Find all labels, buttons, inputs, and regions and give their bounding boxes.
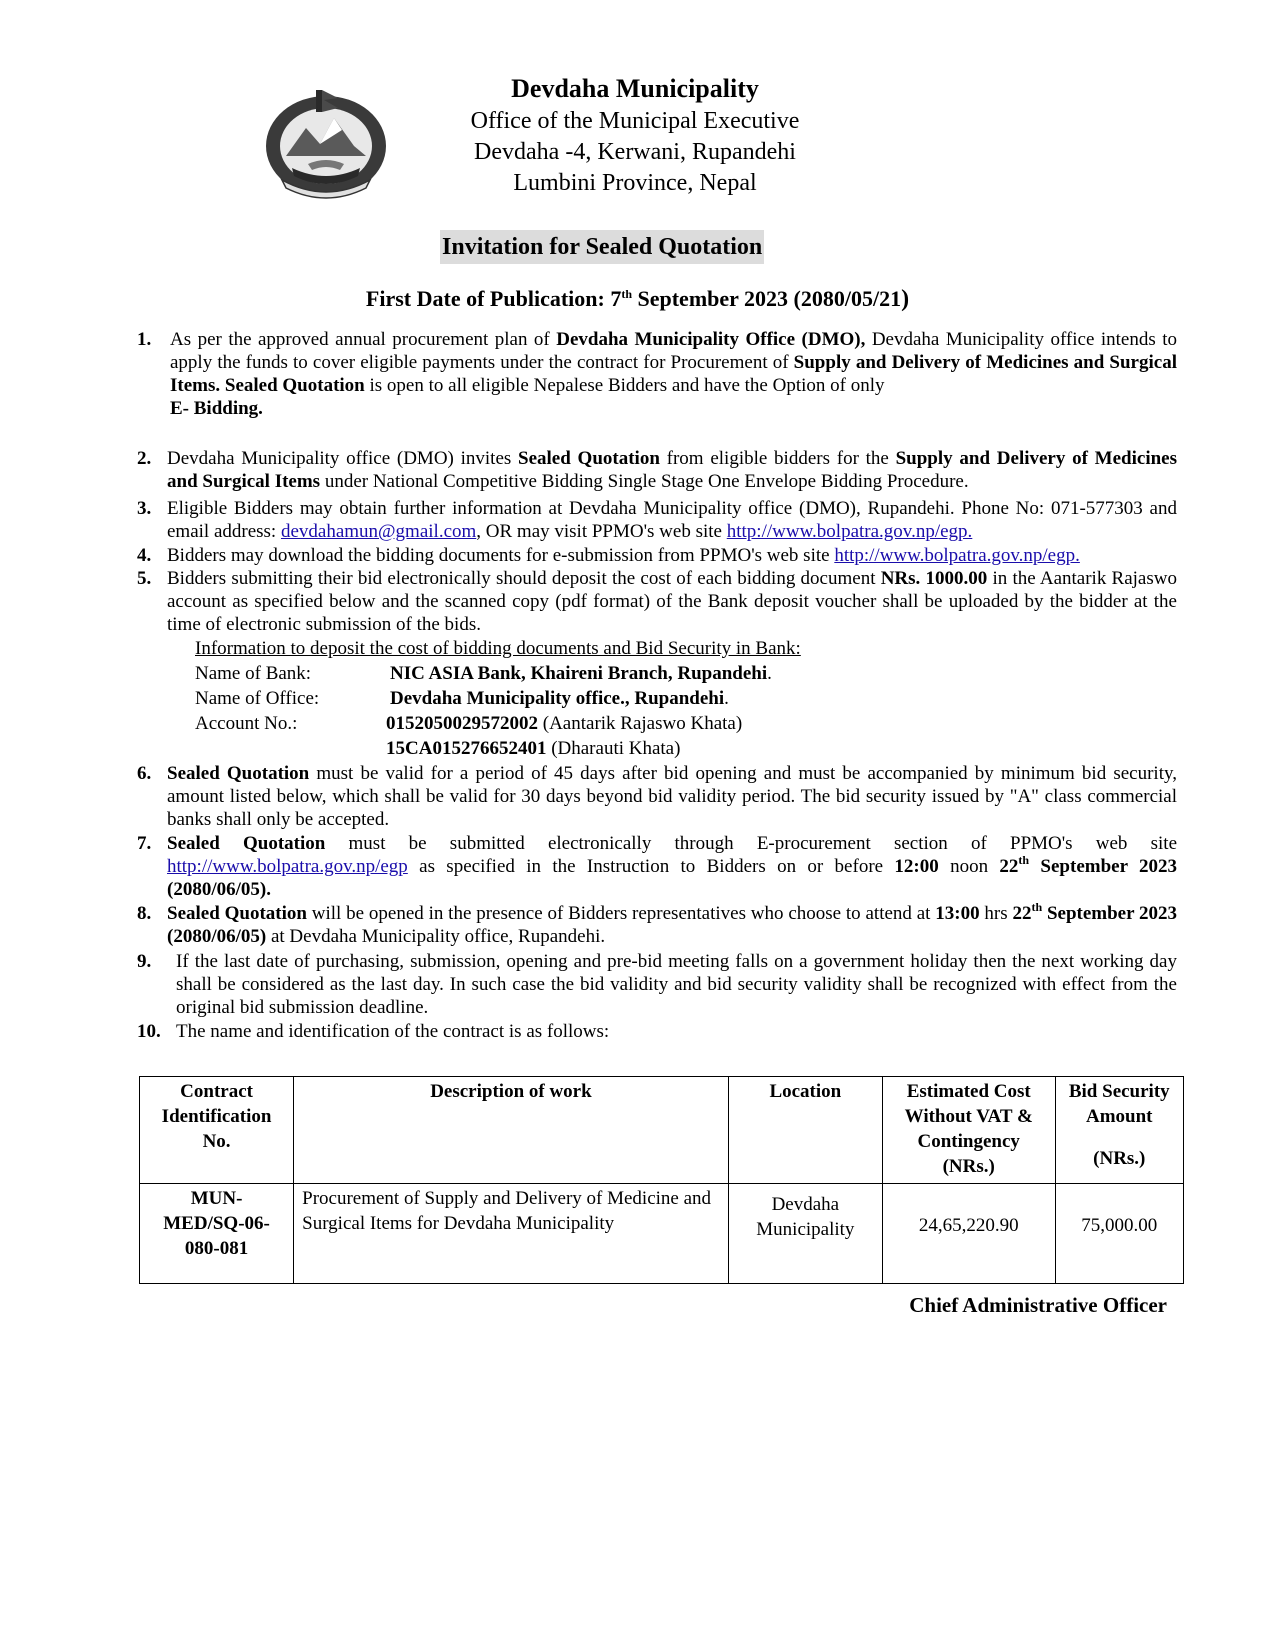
item-number: 6. bbox=[137, 763, 152, 784]
cell-line: Municipality bbox=[756, 1219, 855, 1240]
letterhead bbox=[420, 72, 850, 199]
publication-close: ) bbox=[901, 286, 910, 312]
text: (Aantarik Rajaswo Khata) bbox=[538, 713, 743, 734]
header-line: Bid Security bbox=[1068, 1081, 1170, 1102]
contract-table bbox=[139, 1076, 1184, 1284]
label: Name of Bank: bbox=[195, 663, 312, 684]
text-bold: Supply and Delivery of Medicines and Surgical Items. Sealed Quotation bbox=[170, 352, 1177, 396]
cell-line: MUN- bbox=[190, 1188, 243, 1209]
text: (Dharauti Khata) bbox=[546, 738, 681, 759]
item-text bbox=[167, 832, 1177, 901]
value: 15CA015276652401 bbox=[386, 738, 547, 759]
cell-description: Procurement of Supply and Delivery of Medicine and Surgical Items for Devdaha Municipality bbox=[294, 1184, 729, 1284]
ppmo-link[interactable]: http://www.bolpatra.gov.np/egp. bbox=[726, 521, 973, 542]
item-text bbox=[167, 762, 1177, 831]
header-line: Without VAT & bbox=[904, 1106, 1033, 1127]
text: in the Aantarik Rajaswo account as specified below and the scanned copy (pdf format) of the Bank deposit voucher shall be uploaded by the bidder at the time of electronic submission of the bids. bbox=[167, 568, 1177, 635]
item-text: If the last date of purchasing, submission, opening and pre-bid meeting falls on a government holiday then the next working day shall be considered as the last day. In such case the bid validity and bid security validity shall be recognized with effect from the original bid submission deadline. bbox=[176, 951, 1177, 1018]
text: must be submitted electronically through E-procurement section of PPMO's web site bbox=[325, 833, 1178, 854]
text: is open to all eligible Nepalese Bidders and have the Option of only bbox=[364, 375, 885, 396]
item-text bbox=[167, 544, 1177, 567]
text: Devdaha Municipality office intends to apply the funds to cover eligible payments under the contract for Procurement of bbox=[170, 329, 1177, 373]
text-bold: th bbox=[1031, 900, 1043, 914]
text: under National Competitive Bidding Single Stage One Envelope Bidding Procedure. bbox=[320, 471, 969, 492]
text-bold: Sealed Quotation bbox=[167, 833, 326, 854]
text-bold: Supply and Delivery of Medicines and Surgical Items bbox=[167, 448, 1178, 492]
item-text bbox=[167, 497, 1177, 543]
address-line-2: Lumbini Province, Nepal bbox=[513, 170, 757, 196]
text: Information to deposit the cost of bidding documents and Bid Security in Bank: bbox=[195, 638, 801, 659]
header-location: Location bbox=[728, 1077, 882, 1184]
text: must be valid for a period of 45 days after bid opening and must be accompanied by minimum bid security, amount listed below, which shall be valid for 30 days beyond bid validity period. The bid security issued by "A" class commercial banks shall only be accepted. bbox=[167, 763, 1177, 830]
publication-rest: September 2023 (2080/05/21 bbox=[632, 286, 902, 311]
header-line: Contingency bbox=[917, 1131, 1020, 1152]
cell-line: MED/SQ-06- bbox=[163, 1213, 270, 1234]
publication-day-suffix: th bbox=[621, 287, 632, 301]
table-row bbox=[140, 1184, 1184, 1284]
value: NIC ASIA Bank, Khaireni Branch, Rupandehi bbox=[390, 663, 768, 684]
text: Bidders may download the bidding documents for e-submission from PPMO's web site bbox=[167, 545, 835, 566]
text-bold: E- Bidding. bbox=[170, 398, 263, 419]
item-number: 1. bbox=[137, 329, 152, 350]
text: Eligible Bidders may obtain further information at Devdaha Municipality office (DMO), Rupandehi. Phone No: 071-577303 and email address: bbox=[167, 498, 1177, 542]
text-bold: 13:00 bbox=[935, 903, 980, 924]
text: from eligible bidders for the bbox=[659, 448, 896, 469]
text-bold: 12:00 bbox=[894, 856, 939, 877]
publication-date bbox=[0, 284, 1275, 314]
text-bold: NRs. 1000.00 bbox=[880, 568, 988, 589]
text: Bidders submitting their bid electronically should deposit the cost of each bidding document bbox=[167, 568, 881, 589]
text-bold: 22 bbox=[1012, 903, 1032, 924]
office-name: Office of the Municipal Executive bbox=[470, 108, 800, 134]
item-text bbox=[167, 567, 1177, 636]
text: , OR may visit PPMO's web site bbox=[476, 521, 727, 542]
item-number: 3. bbox=[137, 498, 152, 519]
ppmo-link[interactable]: http://www.bolpatra.gov.np/egp. bbox=[834, 545, 1080, 566]
value: Devdaha Municipality office., Rupandehi bbox=[390, 688, 725, 709]
header-description: Description of work bbox=[294, 1077, 729, 1184]
header-contract-id bbox=[140, 1077, 294, 1184]
publication-day: 7 bbox=[610, 286, 622, 311]
text: . bbox=[767, 663, 772, 684]
bank-info-heading bbox=[195, 637, 801, 660]
header-estimated-cost bbox=[882, 1077, 1055, 1184]
item-number: 8. bbox=[137, 903, 152, 924]
cell-line: Devdaha bbox=[771, 1194, 840, 1215]
text-bold: September 2023 (2080/06/05). bbox=[167, 856, 1178, 900]
address-line-1: Devdaha -4, Kerwani, Rupandehi bbox=[474, 139, 796, 165]
text: Devdaha Municipality office (DMO) invites bbox=[167, 448, 519, 469]
item-text bbox=[167, 447, 1177, 493]
email-link[interactable]: devdahamun@gmail.com bbox=[280, 521, 477, 542]
text-bold: Sealed Quotation bbox=[167, 763, 310, 784]
cell-contract-id bbox=[140, 1184, 294, 1284]
text: as specified in the Instruction to Bidders on or before bbox=[407, 856, 895, 877]
item-number: 10. bbox=[137, 1021, 161, 1042]
item-text: The name and identification of the contract is as follows: bbox=[176, 1021, 610, 1042]
item-number: 4. bbox=[137, 545, 152, 566]
header-line: (NRs.) bbox=[942, 1156, 995, 1177]
item-text bbox=[170, 328, 1177, 420]
label: Name of Office: bbox=[195, 688, 320, 709]
text: . bbox=[724, 688, 729, 709]
item-number: 7. bbox=[137, 833, 152, 854]
text: noon bbox=[938, 856, 1000, 877]
cell-line: 080-081 bbox=[184, 1238, 249, 1259]
text-bold: Devdaha Municipality Office (DMO), bbox=[556, 329, 866, 350]
item-number: 9. bbox=[137, 951, 152, 972]
text-bold: th bbox=[1018, 853, 1030, 867]
label: Account No.: bbox=[195, 713, 298, 734]
header-line: No. bbox=[202, 1131, 231, 1152]
header-bid-security bbox=[1055, 1077, 1183, 1184]
item-number: 2. bbox=[137, 448, 152, 469]
ppmo-link[interactable]: http://www.bolpatra.gov.np/egp bbox=[167, 856, 408, 877]
text-bold: Sealed Quotation bbox=[518, 448, 660, 469]
table-header-row bbox=[140, 1077, 1184, 1184]
org-name: Devdaha Municipality bbox=[511, 74, 759, 103]
text-bold: Sealed Quotation bbox=[167, 903, 307, 924]
text: will be opened in the presence of Bidders representatives who choose to attend at bbox=[306, 903, 936, 924]
text: at Devdaha Municipality office, Rupandehi. bbox=[266, 926, 606, 947]
header-line: Estimated Cost bbox=[906, 1081, 1031, 1102]
text-bold: September 2023 (2080/06/05) bbox=[167, 903, 1178, 947]
signature-title: Chief Administrative Officer bbox=[909, 1293, 1167, 1317]
item-number: 5. bbox=[137, 568, 152, 589]
header-line: (NRs.) bbox=[1093, 1148, 1146, 1169]
item-text bbox=[167, 902, 1177, 948]
cell-estimated-cost: 24,65,220.90 bbox=[882, 1184, 1055, 1284]
nepal-government-emblem-icon bbox=[262, 84, 390, 202]
header-line: Amount bbox=[1086, 1106, 1153, 1127]
cell-bid-security: 75,000.00 bbox=[1055, 1184, 1183, 1284]
header-line: Contract bbox=[180, 1081, 253, 1102]
text: hrs bbox=[979, 903, 1013, 924]
text-bold: 22 bbox=[999, 856, 1019, 877]
notice-title: Invitation for Sealed Quotation bbox=[440, 230, 764, 264]
text: As per the approved annual procurement plan of bbox=[170, 329, 557, 350]
value: 0152050029572002 bbox=[386, 713, 538, 734]
publication-label: First Date of Publication: bbox=[365, 286, 611, 311]
cell-location bbox=[728, 1184, 882, 1284]
header-line: Identification bbox=[161, 1106, 272, 1127]
